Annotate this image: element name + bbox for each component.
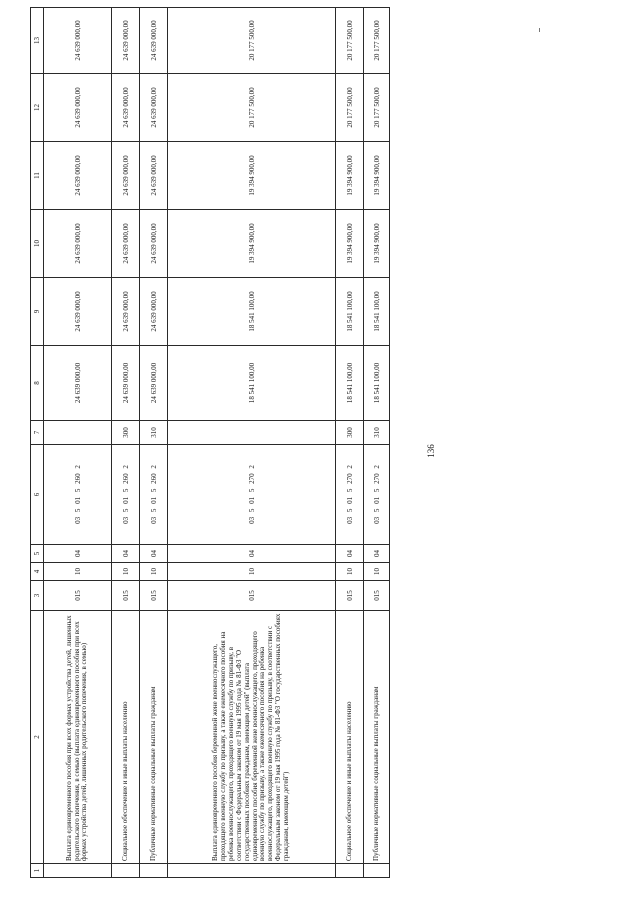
amount-cell: 20 177 500,00 [364, 74, 390, 142]
amount-cell: 24 639 000,00 [112, 278, 140, 346]
description-cell: Публичные нормативные социальные выплаты гражданам [140, 611, 168, 864]
amount-cell: 18 541 100,00 [364, 346, 390, 421]
description-cell: Выплата единовременного пособия при всех формах устройства детей, лишенных родительского попечения, в семью (выплата единовременного пособия при всех формах устройства детей, лишенных родительского попечения, в семью) [44, 611, 112, 864]
expense-type-cell: 310 [140, 421, 168, 445]
table-row [364, 8, 390, 878]
row-number-cell [364, 864, 390, 878]
col-num-7: 7 [31, 421, 44, 445]
amount-cell: 24 639 000,00 [112, 8, 140, 74]
amount-cell: 24 639 000,00 [140, 210, 168, 278]
amount-cell: 18 541 100,00 [336, 346, 364, 421]
row-number-cell [140, 864, 168, 878]
expense-type-cell [44, 421, 112, 445]
amount-cell: 24 639 000,00 [112, 74, 140, 142]
section-cell: 10 [336, 563, 364, 581]
col-num-1: 1 [31, 864, 44, 878]
col-num-12: 12 [31, 74, 44, 142]
expense-type-cell: 300 [336, 421, 364, 445]
ministry-code-cell: 015 [140, 581, 168, 611]
target-article-cell: 03 5 01 5 260 2 [112, 445, 140, 545]
target-article-cell: 03 5 01 5 260 2 [140, 445, 168, 545]
amount-cell: 24 639 000,00 [44, 278, 112, 346]
col-num-2: 2 [31, 611, 44, 864]
amount-cell: 24 639 000,00 [140, 278, 168, 346]
col-num-11: 11 [31, 142, 44, 210]
budget-table [30, 7, 390, 878]
target-article-cell: 03 5 01 5 270 2 [364, 445, 390, 545]
amount-cell: 18 541 100,00 [168, 278, 336, 346]
table-row [168, 8, 336, 878]
section-cell: 10 [168, 563, 336, 581]
amount-cell: 24 639 000,00 [44, 346, 112, 421]
target-article-cell: 03 5 01 5 270 2 [336, 445, 364, 545]
amount-cell: 24 639 000,00 [112, 210, 140, 278]
table-row [336, 8, 364, 878]
col-num-10: 10 [31, 210, 44, 278]
amount-cell: 20 177 500,00 [364, 8, 390, 74]
col-num-8: 8 [31, 346, 44, 421]
col-num-13: 13 [31, 8, 44, 74]
expense-type-cell [168, 421, 336, 445]
amount-cell: 24 639 000,00 [44, 74, 112, 142]
amount-cell: 24 639 000,00 [44, 210, 112, 278]
scan-mark [539, 28, 540, 32]
amount-cell: 20 177 500,00 [168, 8, 336, 74]
subsection-cell: 04 [140, 545, 168, 563]
row-number-cell [44, 864, 112, 878]
subsection-cell: 04 [336, 545, 364, 563]
ministry-code-cell: 015 [44, 581, 112, 611]
amount-cell: 24 639 000,00 [140, 142, 168, 210]
amount-cell: 24 639 000,00 [112, 142, 140, 210]
amount-cell: 24 639 000,00 [112, 346, 140, 421]
target-article-cell: 03 5 01 5 260 2 [44, 445, 112, 545]
ministry-code-cell: 015 [364, 581, 390, 611]
amount-cell: 19 394 900,00 [364, 142, 390, 210]
col-num-9: 9 [31, 278, 44, 346]
amount-cell: 24 639 000,00 [44, 8, 112, 74]
ministry-code-cell: 015 [112, 581, 140, 611]
amount-cell: 24 639 000,00 [140, 74, 168, 142]
description-cell: Социальное обеспечение и иные выплаты населению [112, 611, 140, 864]
amount-cell: 20 177 500,00 [336, 74, 364, 142]
subsection-cell: 04 [44, 545, 112, 563]
amount-cell: 19 394 900,00 [364, 210, 390, 278]
amount-cell: 20 177 500,00 [336, 8, 364, 74]
description-cell: Публичные нормативные социальные выплаты гражданам [364, 611, 390, 864]
subsection-cell: 04 [168, 545, 336, 563]
section-cell: 10 [140, 563, 168, 581]
subsection-cell: 04 [364, 545, 390, 563]
page-number: 136 [425, 444, 436, 458]
section-cell: 10 [112, 563, 140, 581]
description-cell: Выплата единовременного пособия беременной жене военнослужащего, проходящего военную службу по призыву, а также ежемесячного пособия на ребенка военнослужащего, проходящего военную службу по призыву, в соответствии с Федеральным законом от 19 мая 1995 года № 81-ФЗ "О государственных пособиях гражданам, имеющим детей" (выплата единовременного пособия беременной жене военнослужащего, проходящего военную службу по призыву, а также ежемесячного пособия на ребенка военнослужащего, проходящего военную службу по призыву, в соответствии с Федеральным законом от 19 мая 1995 года № 81-ФЗ "О государственных пособиях гражданам, имеющим детей") [168, 611, 336, 864]
table-row [112, 8, 140, 878]
target-article-cell: 03 5 01 5 270 2 [168, 445, 336, 545]
table-row [140, 8, 168, 878]
description-cell: Социальное обеспечение и иные выплаты населению [336, 611, 364, 864]
section-cell: 10 [44, 563, 112, 581]
amount-cell: 20 177 500,00 [168, 74, 336, 142]
ministry-code-cell: 015 [336, 581, 364, 611]
amount-cell: 24 639 000,00 [140, 8, 168, 74]
expense-type-cell: 300 [112, 421, 140, 445]
row-number-cell [112, 864, 140, 878]
amount-cell: 18 541 100,00 [336, 278, 364, 346]
expense-type-cell: 310 [364, 421, 390, 445]
row-number-cell [168, 864, 336, 878]
subsection-cell: 04 [112, 545, 140, 563]
amount-cell: 18 541 100,00 [168, 346, 336, 421]
amount-cell: 19 394 900,00 [168, 210, 336, 278]
table-row [44, 8, 112, 878]
amount-cell: 19 394 900,00 [336, 210, 364, 278]
budget-table-rotated [30, 8, 430, 878]
ministry-code-cell: 015 [168, 581, 336, 611]
amount-cell: 19 394 900,00 [336, 142, 364, 210]
col-num-4: 4 [31, 563, 44, 581]
col-num-3: 3 [31, 581, 44, 611]
amount-cell: 24 639 000,00 [140, 346, 168, 421]
section-cell: 10 [364, 563, 390, 581]
amount-cell: 19 394 900,00 [168, 142, 336, 210]
amount-cell: 24 639 000,00 [44, 142, 112, 210]
row-number-cell [336, 864, 364, 878]
col-num-5: 5 [31, 545, 44, 563]
col-num-6: 6 [31, 445, 44, 545]
column-number-row [31, 8, 44, 878]
amount-cell: 18 541 100,00 [364, 278, 390, 346]
